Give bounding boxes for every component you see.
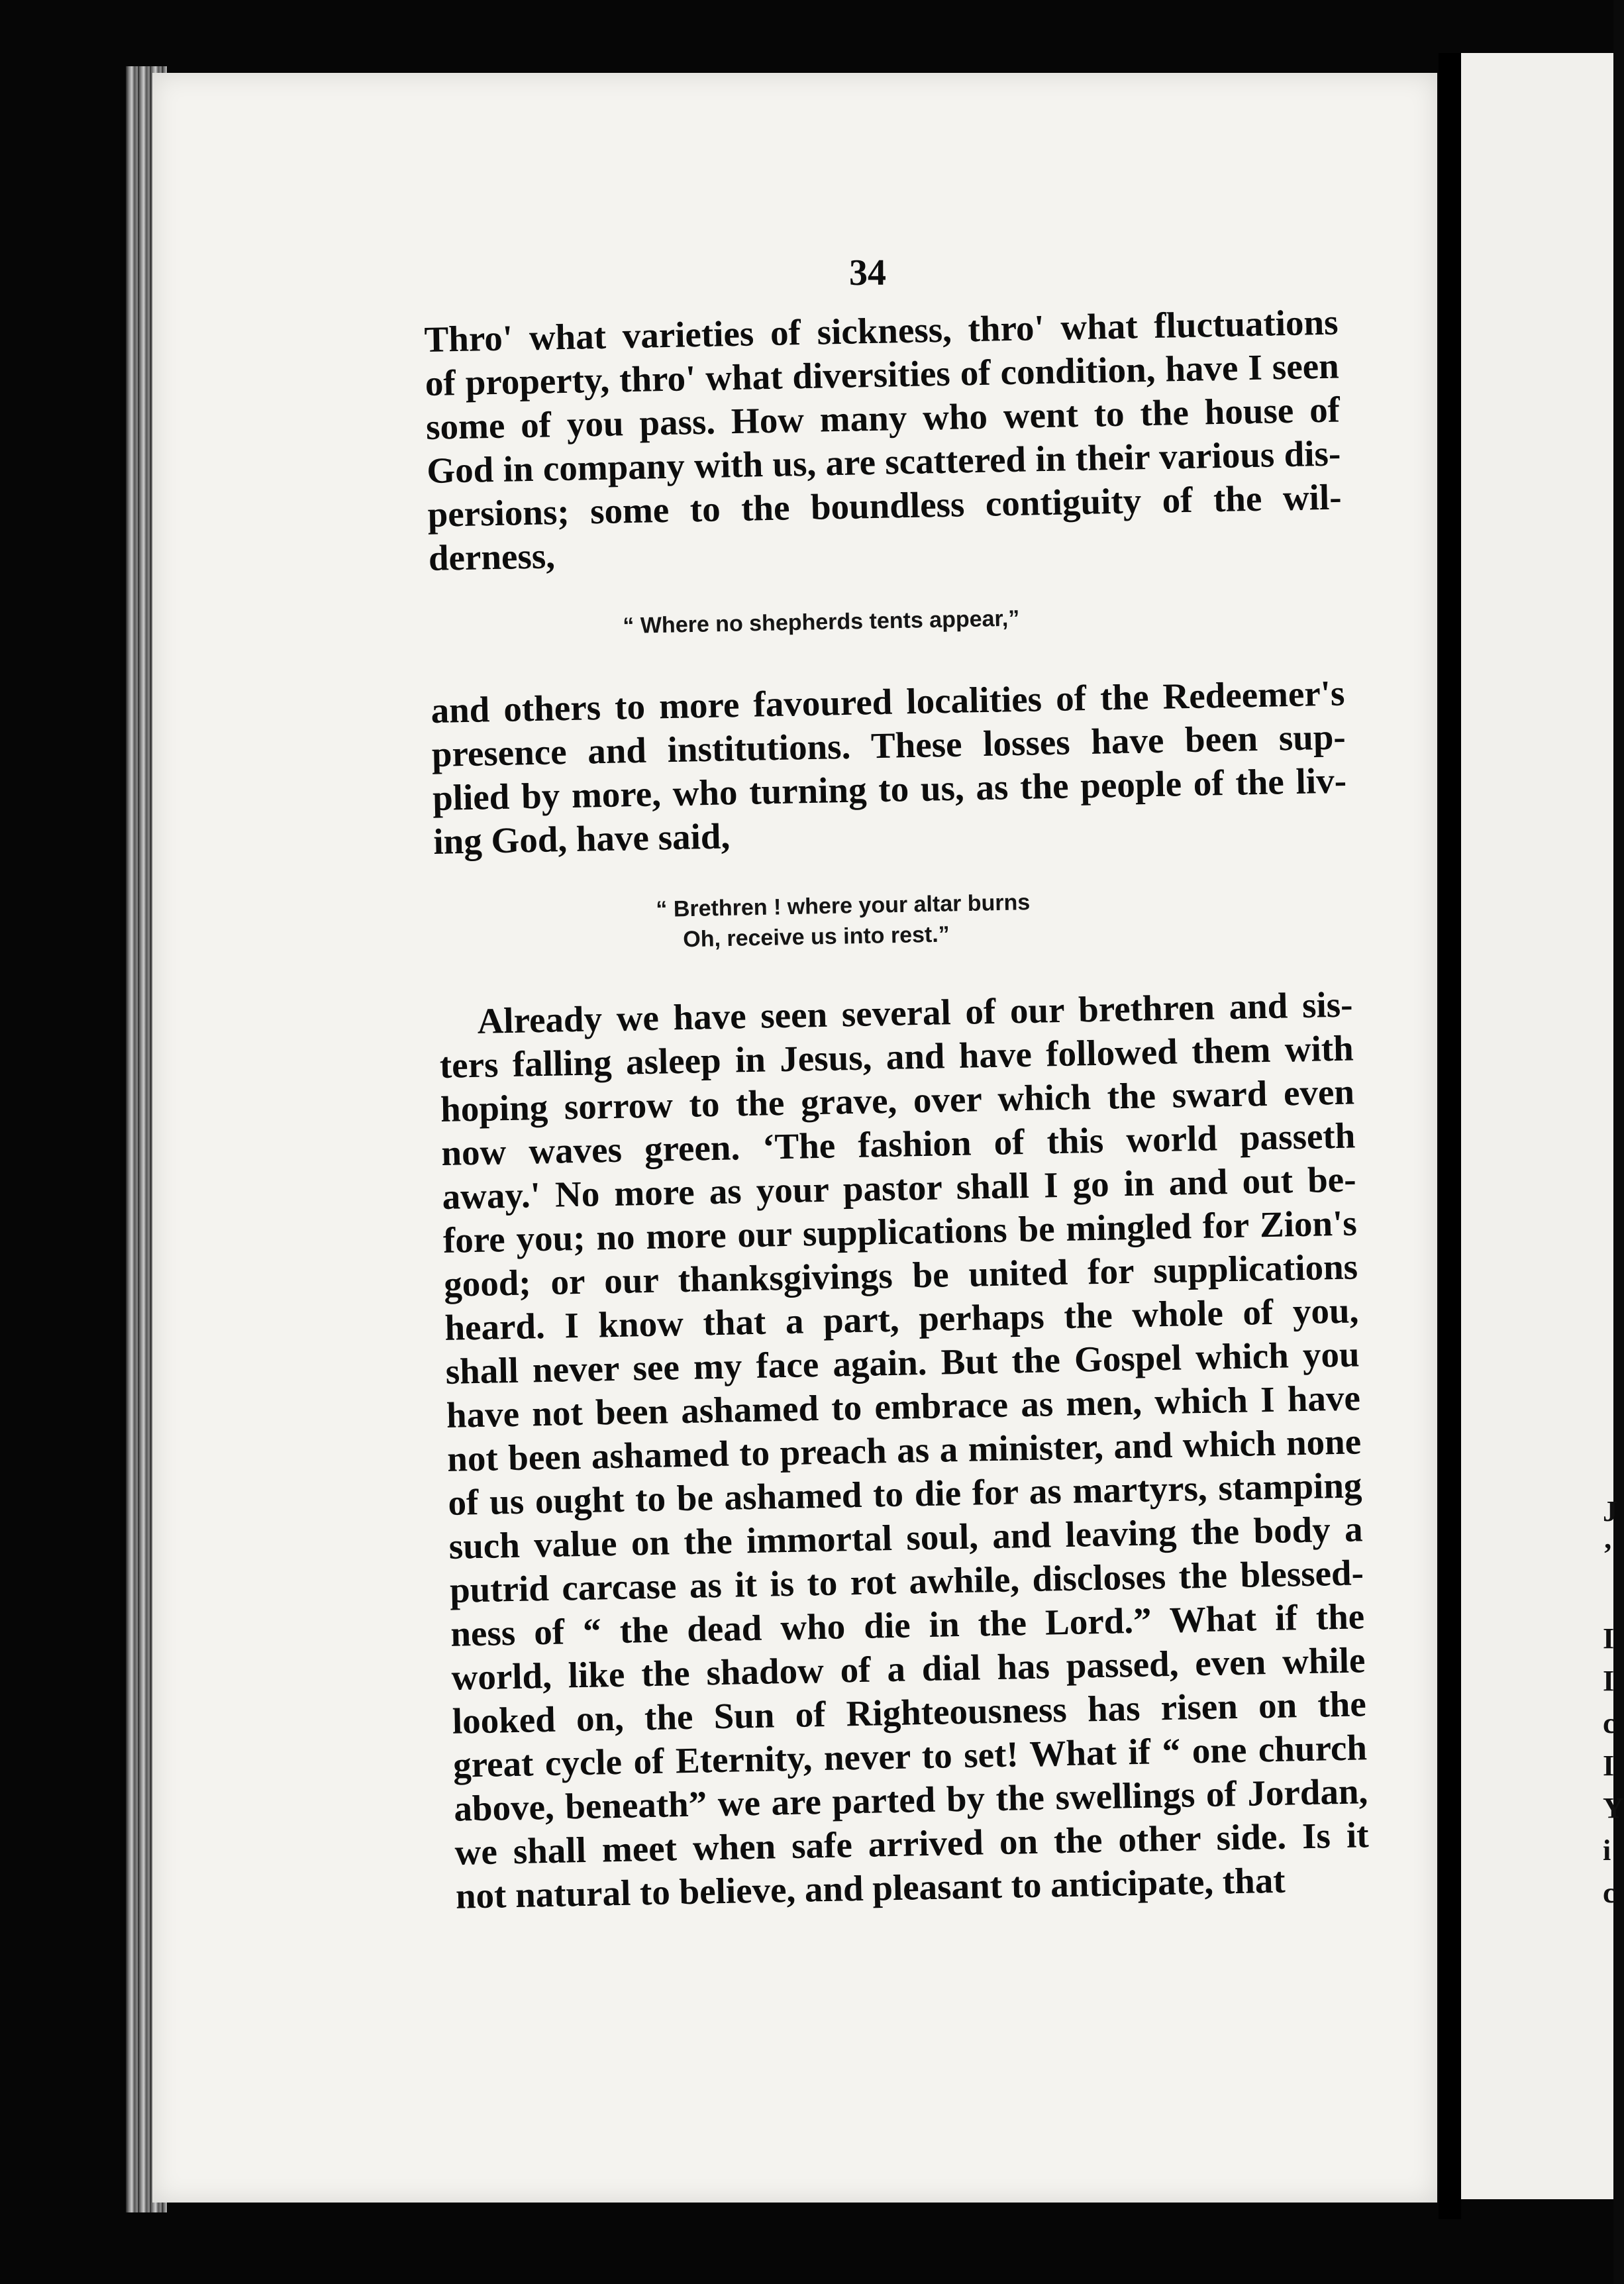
paragraph3-line: heard. I know that a part, perhaps the whole of you,: [444, 1290, 1359, 1348]
facing-page-fragment: Y: [1603, 1792, 1624, 1824]
paragraph3-line: not been ashamed to preach as a minister, and which none: [446, 1421, 1362, 1479]
paragraph-1: [424, 301, 1343, 580]
facing-page-fragment: ’: [1603, 1537, 1613, 1570]
facing-page-fragment: [1603, 1575, 1613, 1618]
quote-2-line: “ Brethren ! where your altar burns: [656, 890, 1031, 922]
paragraph3-line: of us ought to be ashamed to die for as martyrs, stamping: [447, 1465, 1362, 1523]
facing-page-fragment: c: [1603, 1877, 1616, 1909]
paragraph3-line: looked on, the Sun of Righteousness has risen on the: [452, 1683, 1367, 1741]
paragraph-2: [431, 672, 1348, 864]
facing-page-fragment: I: [1603, 1622, 1615, 1655]
paragraph1-line: Thro' what varieties of sickness, thro' what fluctuations: [424, 301, 1339, 360]
paragraph2-line: presence and institutions. These losses have been sup-: [431, 716, 1346, 774]
paragraph-3: [438, 983, 1370, 1918]
paragraph3-line: fore you; no more our supplications be mingled for Zion's: [442, 1202, 1358, 1261]
paragraph3-line: have not been ashamed to embrace as men, which I have: [446, 1377, 1361, 1435]
paragraph3-line: world, like the shadow of a dial has passed, even while: [451, 1639, 1366, 1698]
paragraph2-line: and others to more favoured localities of the Redeemer's: [431, 672, 1345, 731]
paragraph1-line: God in company with us, are scattered in their various dis-: [426, 433, 1341, 491]
paragraph3-line: not natural to believe, and pleasant to anticipate, that: [455, 1859, 1286, 1916]
paragraph3-line: putrid carcase as it is to rot awhile, discloses the blessed-: [449, 1552, 1364, 1610]
paragraph3-line: such value on the immortal soul, and leaving the body a: [448, 1508, 1364, 1567]
paragraph3-line: great cycle of Eternity, never to set! What if “ one church: [452, 1727, 1368, 1785]
paragraph2-line: plied by more, who turning to us, as the people of the liv-: [432, 760, 1347, 818]
paragraph3-line: shall never see my face again. But the Gospel which you: [445, 1333, 1360, 1392]
paragraph1-line: persions; some to the boundless contiguity of the wil-: [427, 476, 1343, 535]
paragraph3-line: we shall meet when safe arrived on the other side. Is it: [454, 1814, 1370, 1873]
quote-2-line: Oh, receive us into rest.”: [682, 921, 950, 953]
paragraph3-line: above, beneath” we are parted by the swellings of Jordan,: [453, 1771, 1368, 1829]
paragraph3-line: now waves green. ‘The fashion of this world passeth: [440, 1115, 1356, 1173]
paragraph3-line: ness of “ the dead who die in the Lord.” What if the: [450, 1596, 1365, 1654]
facing-page-fragment: I: [1603, 1749, 1615, 1782]
page-number: 34: [849, 252, 886, 293]
paragraph3-line: ters falling asleep in Jesus, and have followed them with: [439, 1027, 1354, 1086]
facing-page-fragment: i: [1603, 1834, 1611, 1867]
paragraph1-line: of property, thro' what diversities of condition, have I seen: [425, 345, 1340, 403]
facing-page-fragment: c: [1603, 1707, 1616, 1739]
quote-1: “ Where no shepherds tents appear,”: [623, 605, 1020, 639]
facing-page-text-fragments: [1603, 1490, 1624, 1909]
facing-page-fragment: J: [1603, 1495, 1617, 1528]
paragraph1-line: derness,: [428, 535, 556, 578]
facing-page: [1461, 53, 1624, 2199]
paragraph3-line: hoping sorrow to the grave, over which the sward even: [440, 1071, 1355, 1129]
paragraph3-line: Already we have seen several of our brethren and sis-: [477, 984, 1353, 1041]
paragraph1-line: some of you pass. How many who went to the house of: [425, 389, 1341, 447]
paragraph3-line: good; or our thanksgivings be united for supplications: [443, 1246, 1358, 1304]
paragraph2-line: ing God, have said,: [432, 815, 731, 862]
quote-2: [656, 887, 1031, 955]
book-gutter: [1439, 53, 1461, 2219]
paragraph3-line: away.' No more as your pastor shall I go in and out be-: [442, 1159, 1357, 1217]
facing-page-fragment: I: [1603, 1665, 1615, 1697]
